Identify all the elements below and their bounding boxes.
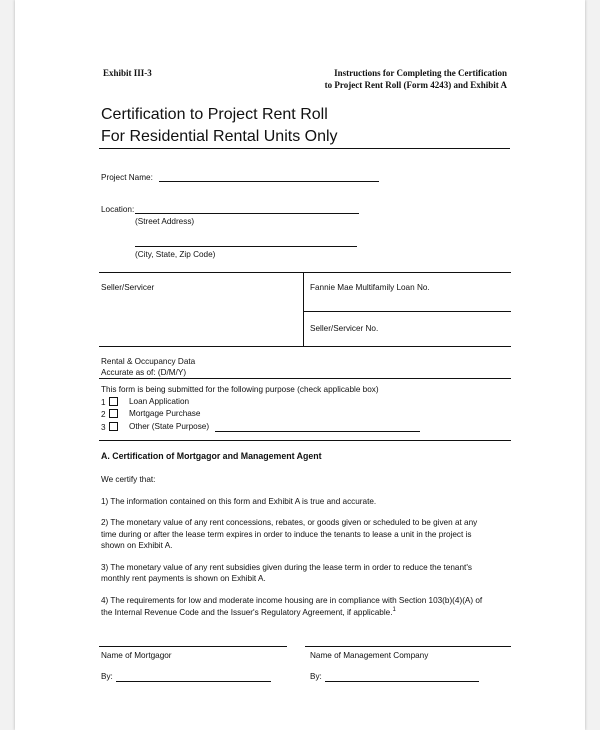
by-label-management: By: [310,672,322,681]
we-certify-text: We certify that: [101,475,156,484]
certification-item-2-line-2: time during or after the lease term expires in order to induce the tenants to lease a unit in the project is [101,530,472,539]
certification-item-2-line-1: 2) The monetary value of any rent concessions, rebates, or goods given or scheduled to be given at any [101,518,478,527]
option-number: 3 [101,423,106,432]
instructions-line-2: to Project Rent Roll (Form 4243) and Exhibit A [324,80,507,90]
form-title-line-1: Certification to Project Rent Roll [101,106,328,123]
footnote-marker: 1 [392,607,396,613]
purpose-option-1[interactable] [101,397,118,407]
certification-item-2-line-3: shown on Exhibit A. [101,541,173,550]
project-name-label: Project Name: [101,173,153,182]
management-signature-field[interactable] [325,681,479,682]
certification-item-4-line-1: 4) The requirements for low and moderate income housing are in compliance with Section 103(b)(4)(A) of [101,596,483,605]
item-4-text: the Internal Revenue Code and the Issuer's Regulatory Agreement, if applicable. [101,608,393,617]
certification-item-1: 1) The information contained on this form and Exhibit A is true and accurate. [101,497,377,506]
checkbox[interactable] [109,409,118,418]
option-label: Mortgage Purchase [129,409,201,418]
certification-item-3-line-1: 3) The monetary value of any rent subsidies given during the lease term in order to reduce the tenant's [101,563,472,572]
purpose-option-3[interactable] [101,422,118,432]
city-state-zip-field[interactable] [135,246,357,247]
street-address-label: (Street Address) [135,217,195,226]
exhibit-label: Exhibit III-3 [103,68,152,78]
city-state-zip-label: (City, State, Zip Code) [135,250,216,259]
option-label: Other (State Purpose) [129,422,210,431]
mortgagor-name-field[interactable] [99,646,287,647]
street-address-field[interactable] [135,213,359,214]
purpose-intro: This form is being submitted for the following purpose (check applicable box) [101,385,379,394]
occupancy-divider [99,378,511,379]
accurate-as-of-label: Accurate as of: (D/M/Y) [101,368,187,377]
purpose-option-2[interactable] [101,409,118,419]
parties-box-top [99,272,511,273]
parties-box-bottom [99,346,511,347]
section-a-heading: A. Certification of Mortgagor and Management Agent [101,451,322,461]
management-company-field[interactable] [305,646,511,647]
parties-box-divider [303,272,304,346]
by-label-mortgagor: By: [101,672,113,681]
section-a-divider [99,440,511,441]
seller-servicer-label: Seller/Servicer [101,283,155,292]
checkbox[interactable] [109,397,118,406]
title-underline [99,148,510,149]
mortgagor-label: Name of Mortgagor [101,651,172,660]
management-company-label: Name of Management Company [310,651,429,660]
checkbox[interactable] [109,422,118,431]
project-name-field[interactable] [159,181,379,182]
parties-box-middle [303,311,511,312]
mortgagor-signature-field[interactable] [116,681,271,682]
form-title-line-2: For Residential Rental Units Only [101,128,338,145]
certification-item-3-line-2: monthly rent payments is shown on Exhibit A. [101,574,266,583]
seller-servicer-no-label: Seller/Servicer No. [310,324,379,333]
location-label: Location: [101,205,135,214]
instructions-line-1: Instructions for Completing the Certification [334,68,507,78]
other-purpose-field[interactable] [215,431,420,432]
option-number: 1 [101,398,106,407]
option-number: 2 [101,410,106,419]
rental-occupancy-label: Rental & Occupancy Data [101,357,196,366]
option-label: Loan Application [129,397,190,406]
fannie-mae-loan-label: Fannie Mae Multifamily Loan No. [310,283,430,292]
document-page [15,0,585,730]
certification-item-4-line-2 [101,607,396,617]
